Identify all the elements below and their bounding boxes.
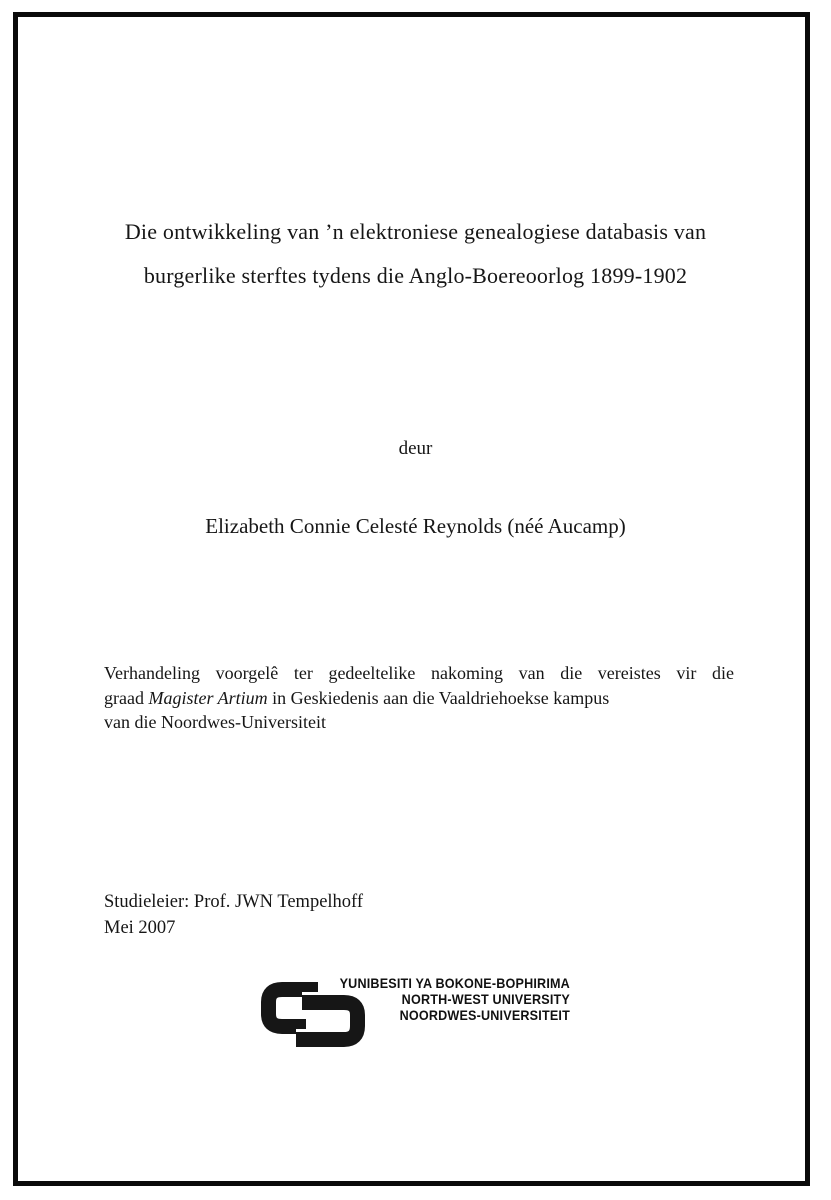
submission-line2	[104, 686, 734, 711]
wordmark-line-afrikaans: NOORDWES-UNIVERSITEIT	[399, 1007, 570, 1023]
submission-line2-suffix: in Geskiedenis aan die Vaaldriehoekse kampus	[267, 687, 610, 708]
supervisor-block	[104, 889, 363, 941]
submission-line2-prefix: graad	[104, 687, 149, 708]
wordmark-line-english: NORTH-WEST UNIVERSITY	[401, 991, 570, 1007]
author-name: Elizabeth Connie Celesté Reynolds (néé Aucamp)	[205, 514, 626, 538]
thesis-title	[0, 210, 831, 298]
byline-deur: deur	[398, 438, 433, 459]
submission-statement	[104, 661, 734, 735]
thesis-title-line1: Die ontwikkeling van ’n elektroniese genealogiese databasis van	[124, 219, 707, 244]
thesis-title-line2: burgerlike sterftes tydens die Anglo-Boereoorlog 1899-1902	[143, 263, 688, 288]
submission-line3: van die Noordwes-Universiteit	[104, 712, 326, 732]
supervisor-line: Studieleier: Prof. JWN Tempelhoff	[104, 892, 364, 912]
degree-name-italic: Magister Artium	[148, 687, 268, 708]
submission-line1: Verhandeling voorgelê ter gedeeltelike nakoming van die vereistes vir die	[104, 663, 734, 683]
date-line: Mei 2007	[104, 918, 176, 938]
university-wordmark	[340, 975, 570, 1023]
wordmark-line-setswana: YUNIBESITI YA BOKONE-BOPHIRIMA	[339, 975, 570, 991]
